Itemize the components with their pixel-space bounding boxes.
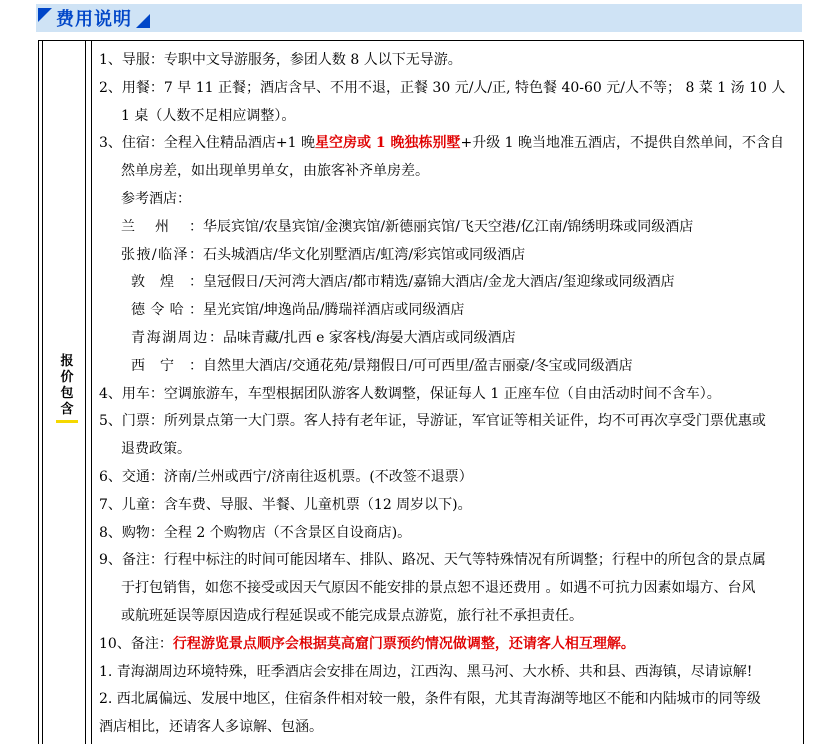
item-tickets-line2: 退费政策。	[121, 441, 191, 458]
fee-table	[38, 40, 804, 744]
item-hotel-line2: 然单房差，如出现单男单女，由旅客补齐单房差。	[121, 163, 429, 180]
item-children: 7、儿童：含车费、导服、半餐、儿童机票（12 周岁以下)。	[99, 496, 472, 513]
item-meals-line1: 2、用餐：7 早 11 正餐；酒店含早、不用不退，正餐 30 元/人/正, 特色餐 40-60 元/人不等； 8 菜 1 汤 10 人	[99, 79, 786, 96]
section-header	[36, 4, 802, 32]
ref-hotel-row	[99, 325, 799, 353]
ref-hotel-row	[99, 242, 799, 270]
ref-hotel-list: 皇冠假日/天河湾大酒店/都市精选/嘉锦大酒店/金龙大酒店/玺迎缘或同级酒店	[203, 274, 675, 291]
note-2-line1: 2. 西北属偏远、发展中地区，住宿条件相对较一般，条件有限，尤其青海湖等地区不能和内陆城市的同等级	[99, 691, 761, 708]
triangle-right-icon	[136, 14, 150, 28]
item-hotel-pre: 3、住宿：全程入住精品酒店+1 晚	[99, 135, 315, 152]
ref-city: 青海湖周边：	[131, 329, 223, 346]
item-remark-line1: 9、备注：行程中标注的时间可能因堵车、排队、路况、天气等特殊情况有所调整；行程中的所包含的景点属	[99, 552, 766, 569]
ref-hotel-list: 星光宾馆/坤逸尚品/腾瑞祥酒店或同级酒店	[203, 302, 465, 319]
item-hotel-highlight: 星空房或 1 晚独栋别墅	[315, 135, 461, 152]
item-transport: 6、交通：济南/兰州或西宁/济南往返机票。(不改签不退票）	[99, 468, 473, 485]
ref-hotel-row	[99, 297, 799, 325]
ref-hotel-list: 石头城酒店/华文化别墅酒店/虹湾/彩宾馆或同级酒店	[203, 246, 526, 263]
triangle-left-icon	[38, 8, 52, 22]
item-shopping: 8、购物：全程 2 个购物店（不含景区自设商店)。	[99, 524, 412, 541]
item-remark10	[99, 631, 799, 659]
ref-hotel-list: 自然里大酒店/交通花苑/景翔假日/可可西里/盈吉丽豪/冬宝或同级酒店	[203, 357, 633, 374]
note-1: 1. 青海湖周边环境特殊，旺季酒店会安排在周边，江西沟、黑马河、大水桥、共和县、西海镇，尽请谅解!	[99, 663, 753, 680]
section-title: 费用说明	[56, 9, 132, 30]
note-2-line2: 酒店相比，还请客人多谅解、包涵。	[99, 719, 323, 736]
item-remark10-pre: 10、备注：	[99, 635, 173, 652]
ref-hotel-list: 华辰宾馆/农垦宾馆/金澳宾馆/新德丽宾馆/飞天空港/亿江南/锦绣明珠或同级酒店	[203, 218, 694, 235]
item-hotel-line1	[99, 130, 799, 158]
item-remark10-highlight: 行程游览景点顺序会根据莫高窟门票预约情况做调整，还请客人相互理解。	[172, 635, 635, 652]
ref-city: 西宁：	[131, 357, 203, 374]
item-tickets-line1: 5、门票：所列景点第一大门票。客人持有老年证，导游证，军官证等相关证件，均不可再次享受门票优惠或	[99, 413, 766, 430]
fee-content	[99, 47, 799, 742]
left-column	[39, 41, 92, 744]
item-meals-line2: 1 桌（人数不足相应调整）。	[121, 107, 296, 124]
ref-hotel-row	[99, 269, 799, 297]
ref-hotels-title: 参考酒店：	[121, 190, 191, 207]
item-vehicle: 4、用车：空调旅游车，车型根据团队游客人数调整，保证每人 1 正座车位（自由活动时间不含车）。	[99, 385, 721, 402]
item-remark-line2: 于打包销售，如您不接受或因天气原因不能安排的景点恕不退还费用 。如遇不可抗力因素如塌方、台风	[121, 580, 756, 597]
side-label: 报价包含	[60, 354, 74, 417]
item-guide: 1、导服：专职中文导游服务，参团人数 8 人以下无导游。	[99, 52, 462, 68]
ref-city: 敦煌：	[131, 274, 203, 291]
ref-city: 张掖/临泽：	[121, 246, 203, 263]
ref-city: 兰州：	[121, 218, 203, 235]
item-hotel-post: +升级 1 晚当地准五酒店，不提供自然单间，不含自	[460, 135, 785, 152]
ref-hotel-list: 品味青藏/扎西 e 家客栈/海晏大酒店或同级酒店	[223, 329, 516, 346]
ref-hotel-row	[99, 214, 799, 242]
item-remark-line3: 或航班延误等原因造成行程延误或不能完成景点游览，旅行社不承担责任。	[121, 607, 583, 624]
ref-city: 德令哈：	[131, 302, 203, 319]
ref-hotel-row	[99, 353, 799, 381]
